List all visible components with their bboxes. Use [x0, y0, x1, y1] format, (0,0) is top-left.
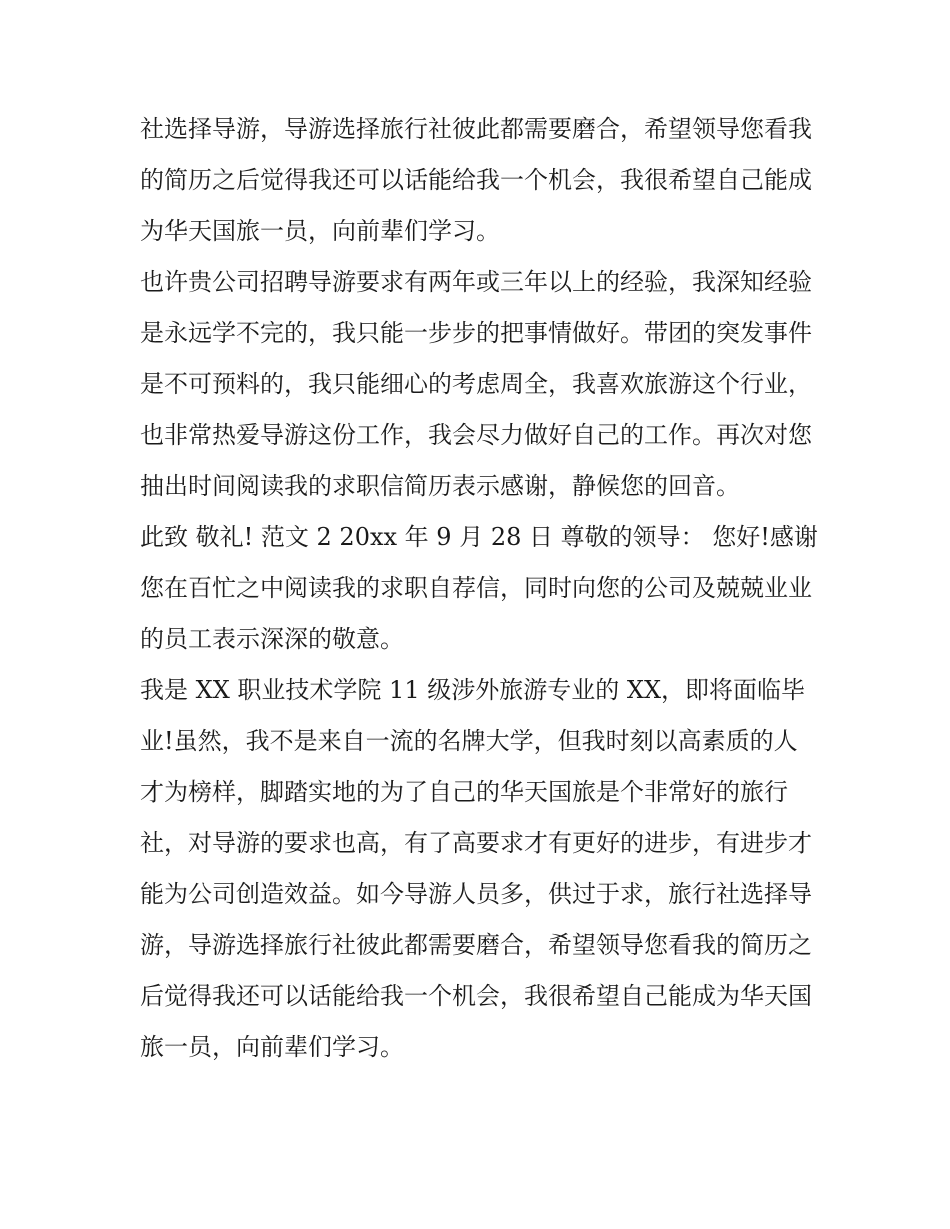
paragraph: 社选择导游，导游选择旅行社彼此都需要磨合，希望领导您看我的简历之后觉得我还可以话能给我一个机会，我很希望自己能成为华天国旅一员，向前辈们学习。	[140, 115, 812, 245]
paragraph: 也许贵公司招聘导游要求有两年或三年以上的经验，我深知经验是永远学不完的，我只能一步步的把事情做好。带团的突发事件是不可预料的，我只能细心的考虑周全，我喜欢旅游这个行业，也非常热爱导游这份工作，我会尽力做好自己的工作。再次对您抽出时间阅读我的求职信简历表示感谢，静候您的回音。	[140, 268, 812, 500]
document-body	[140, 104, 820, 1073]
paragraph: 此致 敬礼! 范文 2 20xx 年 9 月 28 日 尊敬的领导： 您好!感谢您在百忙之中阅读我的求职自荐信，同时向您的公司及兢兢业业的员工表示深深的敬意。	[140, 523, 818, 653]
paragraph: 我是 XX 职业技术学院 11 级涉外旅游专业的 XX，即将面临毕业!虽然，我不是来自一流的名牌大学，但我时刻以高素质的人才为榜样，脚踏实地的为了自己的华天国旅是个非常好的旅行社，对导游的要求也高，有了高要求才有更好的进步，有进步才能为公司创造效益。如今导游人员多，供过于求，旅行社选择导游，导游选择旅行社彼此都需要磨合，希望领导您看我的简历之后觉得我还可以话能给我一个机会，我很希望自己能成为华天国旅一员，向前辈们学习。	[140, 676, 812, 1061]
